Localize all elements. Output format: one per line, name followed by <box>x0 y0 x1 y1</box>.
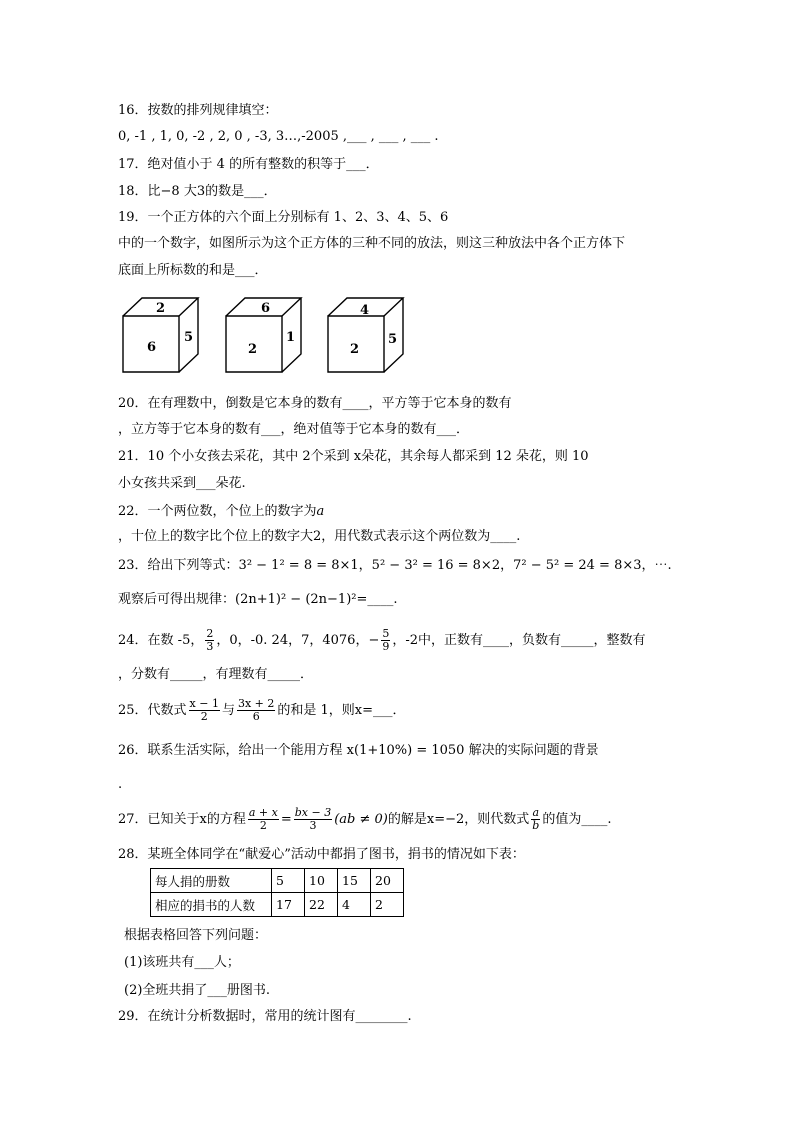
cube-2-side-number: 1 <box>286 330 296 345</box>
cube-figures <box>118 292 418 376</box>
q27-mid: 的解是x=−2，则代数式 <box>387 812 530 827</box>
q27-f3-numerator: a <box>532 806 540 819</box>
q19-line1: 19．一个正方体的六个面上分别标有 1、2、3、4、5、6 <box>118 210 449 225</box>
q25-f2-denominator: 6 <box>252 710 260 723</box>
cube-2-front-number: 2 <box>248 342 258 357</box>
q24-fraction-1 <box>205 628 214 653</box>
q24-f2-denominator: 9 <box>382 640 390 653</box>
q22-variable: a <box>316 504 325 519</box>
q27-fraction-2 <box>294 807 332 832</box>
q27-fraction-3 <box>531 807 540 832</box>
table-cell: 5 <box>272 869 305 893</box>
q23-line1: 23．给出下列等式：3² − 1² = 8 = 8×1，5² − 3² = 16 = 8×2，7² − 5² = 24 = 8×3，⋯. <box>118 558 672 573</box>
q27-condition: (ab ≠ 0) <box>334 812 388 827</box>
q28-prompt: 根据表格回答下列问题： <box>124 928 268 943</box>
q27-f1-numerator: a + x <box>248 806 278 819</box>
q19-line3: 底面上所标数的和是___． <box>118 263 268 278</box>
q27-fraction-1 <box>248 807 279 832</box>
cube-2-top-number: 6 <box>261 301 271 316</box>
q21-line1: 21．10 个小女孩去采花，其中 2个采到 x朵花，其余每人都采到 12 朵花，则 10 <box>118 449 589 464</box>
table-row <box>151 869 404 893</box>
q24-mid: ，0，-0. 24，7，4076，− <box>216 633 380 648</box>
table-cell: 2 <box>371 893 404 917</box>
q24-fraction-2 <box>381 628 390 653</box>
q24-f1-denominator: 3 <box>206 640 214 653</box>
q28-line1: 28．某班全体同学在“献爱心”活动中都捐了图书，捐书的情况如下表： <box>118 847 525 862</box>
q28-sub2: (2)全班共捐了___册图书. <box>124 983 271 998</box>
q19-line2: 中的一个数字，如图所示为这个正方体的三种不同的放法，则这三种放法中各个正方体下 <box>118 236 626 251</box>
cube-3-top-number: 4 <box>360 303 370 318</box>
q27-f1-denominator: 2 <box>259 819 267 832</box>
q16-sequence: 0, -1 , 1, 0, -2 , 2, 0 , -3, 3…,-2005 ,___ , ___ , ___ . <box>118 129 439 144</box>
table-cell: 20 <box>371 869 404 893</box>
q27-pre: 27．已知关于x的方程 <box>118 812 246 827</box>
q18: 18．比−8 大3的数是___． <box>118 184 277 199</box>
q27-post: 的值为____. <box>542 812 612 827</box>
q25-mid: 与 <box>221 703 235 718</box>
q22-text: 22．一个两位数，个位上的数字为 <box>118 504 317 519</box>
q25-f1-denominator: 2 <box>200 710 208 723</box>
cube-1-side-number: 5 <box>184 330 194 345</box>
q24-f1-numerator: 2 <box>206 627 214 640</box>
table-cell: 15 <box>338 869 371 893</box>
q24-line2: ，分数有_____，有理数有_____． <box>118 667 314 682</box>
q16-title: 16．按数的排列规律填空： <box>118 103 278 118</box>
table-cell: 22 <box>305 893 338 917</box>
q24-f2-numerator: 5 <box>382 627 390 640</box>
donation-table <box>150 868 404 917</box>
q20-line2: ，立方等于它本身的数有___，绝对值等于它本身的数有___． <box>118 422 470 437</box>
cube-1-front-number: 6 <box>147 340 157 355</box>
table-row <box>151 893 404 917</box>
q25-fraction-1 <box>189 698 220 723</box>
q23-line2: 观察后可得出规律：(2n+1)² − (2n−1)²=____. <box>118 592 398 607</box>
q21-line2: 小女孩共采到___朵花. <box>118 476 246 491</box>
q26-line2: . <box>118 777 123 792</box>
q27-f2-denominator: 3 <box>309 819 317 832</box>
cube-3-front-number: 2 <box>350 342 360 357</box>
q25-f1-numerator: x − 1 <box>189 697 219 710</box>
q28-sub1: (1)该班共有___人； <box>124 955 240 970</box>
q20-line1: 20．在有理数中，倒数是它本身的数有____，平方等于它本身的数有 <box>118 396 512 411</box>
table-cell: 10 <box>305 869 338 893</box>
q27 <box>118 802 611 838</box>
q27-f2-numerator: bx − 3 <box>294 806 332 819</box>
q27-equals: = <box>280 812 292 827</box>
q24-line1 <box>118 626 646 656</box>
q26-line1: 26．联系生活实际，给出一个能用方程 x(1+10%) = 1050 解决的实际问题的背景 <box>118 743 599 758</box>
q25 <box>118 696 406 726</box>
cube-1-top-number: 2 <box>156 301 166 316</box>
q27-f3-denominator: b <box>532 819 540 832</box>
q17: 17．绝对值小于 4 的所有整数的积等于___． <box>118 157 379 172</box>
q22-line1 <box>118 503 324 521</box>
table-cell: 4 <box>338 893 371 917</box>
cube-svg <box>118 292 418 376</box>
table-cell: 17 <box>272 893 305 917</box>
q25-fraction-2 <box>237 698 275 723</box>
cube-3-side-number: 5 <box>388 332 398 347</box>
table-row-header: 每人捐的册数 <box>151 869 272 893</box>
q25-post: 的和是 1，则x=___． <box>277 703 406 718</box>
q25-pre: 25．代数式 <box>118 703 187 718</box>
q22-line2: ，十位上的数字比个位上的数字大2，用代数式表示这个两位数为____. <box>118 529 521 544</box>
q29: 29．在统计分析数据时，常用的统计图有________. <box>118 1009 412 1024</box>
q24-pre: 24．在数 -5， <box>118 633 204 648</box>
q25-f2-numerator: 3x + 2 <box>237 697 275 710</box>
q24-post: ，-2中，正数有____，负数有_____，整数有 <box>392 633 646 648</box>
table-row-header: 相应的捐书的人数 <box>151 893 272 917</box>
